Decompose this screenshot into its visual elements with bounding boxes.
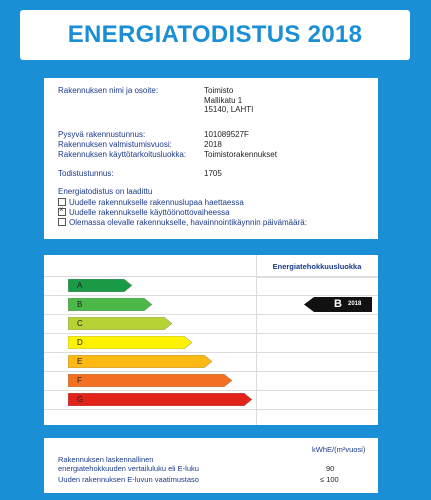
- e-value-label-line1: Rakennuksen laskennallinen: [58, 455, 154, 464]
- scale-row-divider: [44, 314, 378, 315]
- rating-column-header: Energiatehokkuusluokka: [256, 255, 378, 278]
- building-id-value: 101089527F: [204, 130, 249, 139]
- building-postcode-line: 15140, LAHTI: [204, 105, 254, 114]
- e-value: 90: [326, 464, 335, 473]
- scale-row-divider: [44, 352, 378, 353]
- scale-row-divider: [44, 371, 378, 372]
- rating-column: [256, 255, 379, 425]
- energy-class-letter: G: [77, 395, 84, 404]
- scale-row-divider: [44, 295, 378, 296]
- energy-class-scale: [44, 255, 378, 425]
- energy-class-bar-e: [68, 355, 212, 368]
- e-value-label-line2: energiatehokkuuden vertailuluku eli E-luku: [58, 464, 199, 473]
- energy-class-bar-g: [68, 393, 252, 406]
- energy-class-bar-d: [68, 336, 192, 349]
- prepared-option[interactable]: Uudelle rakennukselle rakennuslupaa haettaessa: [58, 197, 244, 207]
- usage-class-label: Rakennuksen käyttötarkoitusluokka:: [58, 150, 187, 159]
- e-value-panel: [44, 438, 378, 493]
- prepared-option[interactable]: ×Uudelle rakennukselle käyttöönottovaiheessa: [58, 207, 230, 217]
- building-address-line: Mallikatu 1: [204, 95, 243, 105]
- checkbox-checked[interactable]: [58, 208, 66, 216]
- scale-row-divider: [44, 333, 378, 334]
- certificate-id-value: 1705: [204, 169, 222, 178]
- energy-class-letter: F: [77, 376, 82, 385]
- building-name-value: [204, 86, 253, 115]
- page-title: ENERGIATODISTUS 2018: [20, 10, 410, 60]
- unit-label: kWhE/(m²vuosi): [312, 445, 366, 454]
- certificate-id-label: Todistustunnus:: [58, 169, 114, 178]
- scale-row-divider: [44, 276, 378, 277]
- energy-class-bar-a: [68, 279, 132, 292]
- energy-class-letter: E: [77, 357, 83, 366]
- scale-row-divider: [44, 409, 378, 410]
- usage-class-value: Toimistorakennukset: [204, 150, 277, 159]
- rating-year: 2018: [348, 301, 362, 307]
- checkbox[interactable]: [58, 218, 66, 226]
- building-id-label: Pysyvä rakennustunnus:: [58, 130, 146, 139]
- rating-arrow: [304, 297, 372, 312]
- prepared-heading: Energiatodistus on laadittu: [58, 187, 153, 196]
- e-requirement-value: ≤ 100: [320, 475, 339, 484]
- building-info-panel: [44, 78, 378, 239]
- building-name-line: Toimisto: [204, 86, 234, 95]
- energy-class-letter: D: [77, 338, 83, 347]
- energy-class-bar-c: [68, 317, 172, 330]
- completion-year-label: Rakennuksen valmistumisvuosi:: [58, 140, 172, 149]
- scale-row-divider: [44, 390, 378, 391]
- energy-class-bar-b: [68, 298, 152, 311]
- energy-class-letter: A: [77, 281, 83, 290]
- e-requirement-label: Uuden rakennuksen E-luvun vaatimustaso: [58, 475, 199, 484]
- energy-class-letter: C: [77, 319, 83, 328]
- building-name-label: Rakennuksen nimi ja osoite:: [58, 86, 159, 95]
- rating-letter: B: [334, 298, 342, 310]
- energy-class-letter: B: [77, 300, 83, 309]
- prepared-option[interactable]: Olemassa olevalle rakennukselle, havainnointikäynnin päivämäärä:: [58, 217, 307, 227]
- energy-class-bar-f: [68, 374, 232, 387]
- completion-year-value: 2018: [204, 140, 222, 149]
